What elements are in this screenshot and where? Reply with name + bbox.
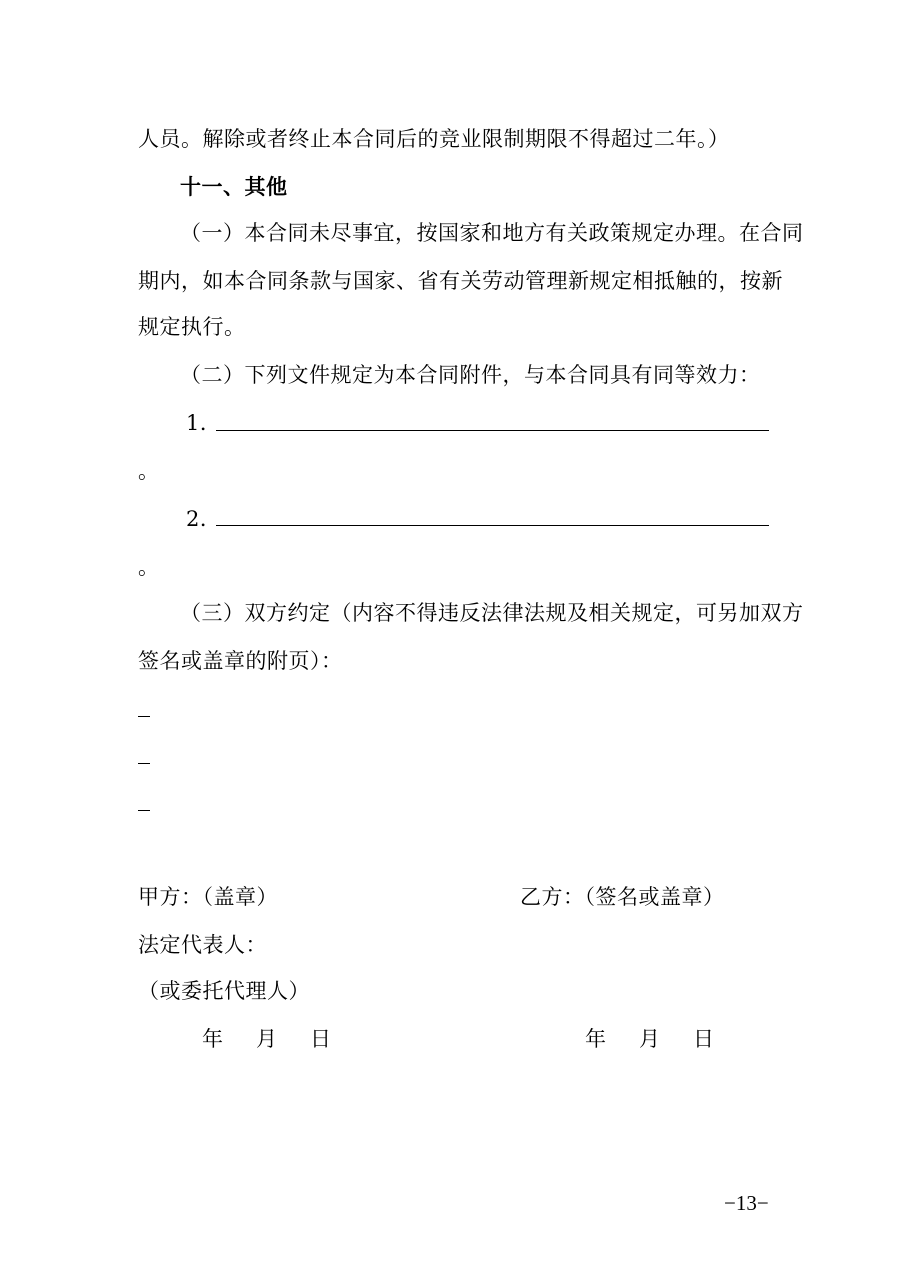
clause-3-line-1: （三）双方约定（内容不得违反法律法规及相关规定，可另加双方 bbox=[180, 601, 804, 625]
agreement-blank-line-1[interactable] bbox=[138, 716, 150, 717]
clause-2: （二）下列文件规定为本合同附件，与本合同具有同等效力： bbox=[180, 363, 761, 387]
party-b-date-month: 月 bbox=[639, 1027, 661, 1051]
section-title: 十一、其他 bbox=[180, 174, 288, 199]
attachment-2-number: 2． bbox=[186, 507, 222, 531]
clause-1-line-1: （一）本合同未尽事宜，按国家和地方有关政策规定办理。在合同 bbox=[180, 221, 804, 245]
continuation-line: 人员。解除或者终止本合同后的竞业限制期限不得超过二年。） bbox=[138, 127, 730, 151]
party-a-date-month: 月 bbox=[256, 1027, 278, 1051]
party-b-label: 乙方：（签名或盖章） bbox=[520, 885, 725, 909]
attachment-1-blank-line[interactable] bbox=[216, 430, 769, 431]
clause-1-line-3: 规定执行。 bbox=[138, 315, 246, 339]
agreement-blank-line-2[interactable] bbox=[138, 763, 150, 764]
party-b-date-year: 年 bbox=[585, 1027, 607, 1051]
party-a-date-year: 年 bbox=[202, 1027, 224, 1051]
attachment-2-period: 。 bbox=[138, 555, 160, 579]
clause-1-line-2: 期内，如本合同条款与国家、省有关劳动管理新规定相抵触的，按新 bbox=[138, 269, 783, 293]
attachment-1-period: 。 bbox=[138, 459, 160, 483]
party-a-label: 甲方：（盖章） bbox=[138, 885, 278, 909]
authorized-agent-label: （或委托代理人） bbox=[138, 979, 310, 1003]
page-number: −13− bbox=[724, 1191, 769, 1215]
agreement-blank-line-3[interactable] bbox=[138, 810, 150, 811]
party-b-date-day: 日 bbox=[693, 1027, 715, 1051]
attachment-1-number: 1． bbox=[186, 411, 222, 435]
party-a-date-day: 日 bbox=[310, 1027, 332, 1051]
legal-representative-label: 法定代表人： bbox=[138, 933, 267, 957]
attachment-2-blank-line[interactable] bbox=[216, 525, 769, 526]
clause-3-line-2: 签名或盖章的附页）： bbox=[138, 649, 343, 673]
